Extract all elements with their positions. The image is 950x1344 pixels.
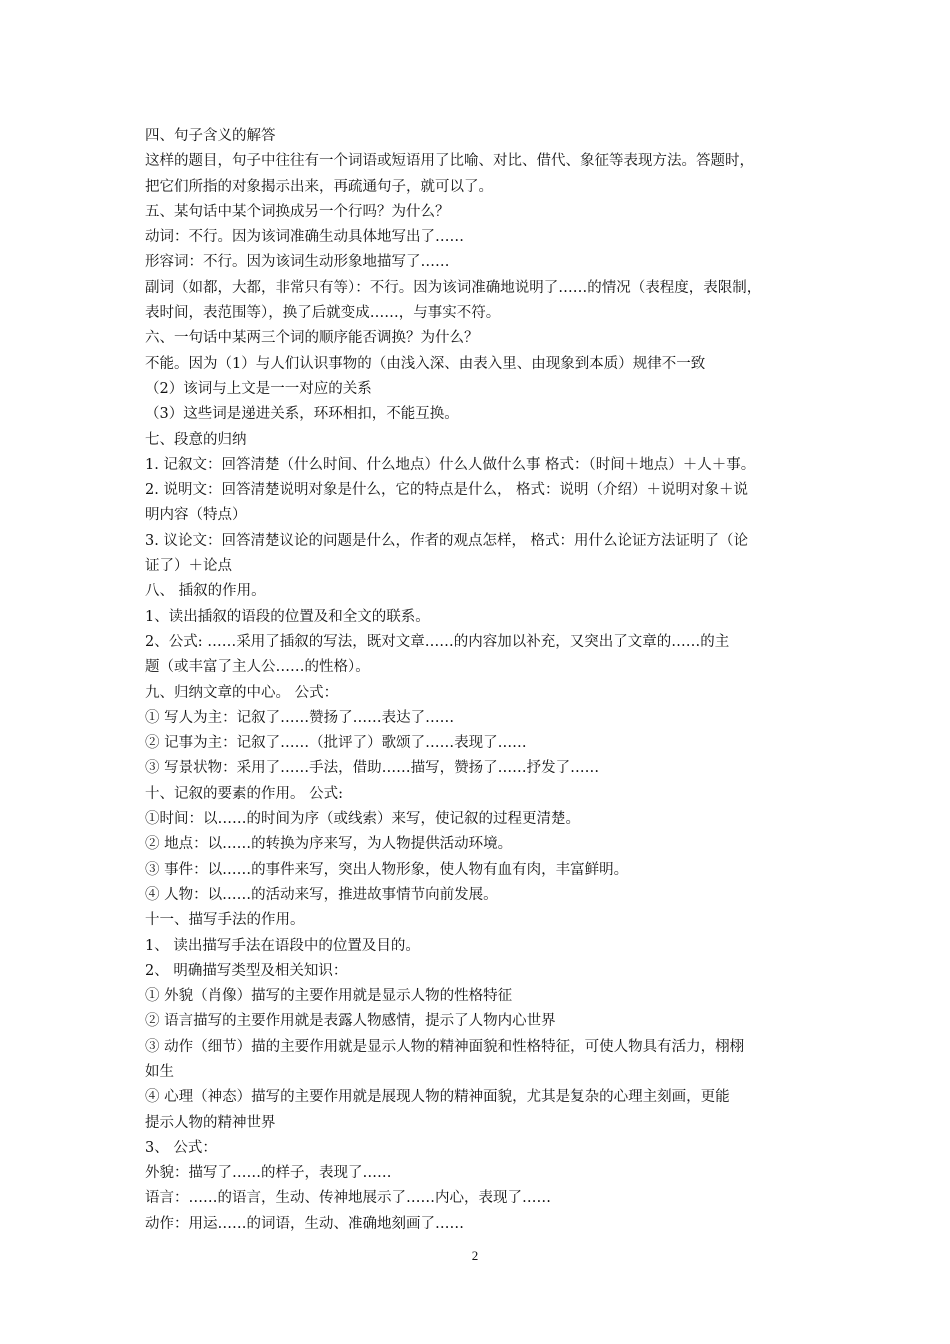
text-line: 六、一句话中某两三个词的顺序能否调换？为什么？ [145, 330, 479, 347]
text-line: 五、某句话中某个词换成另一个行吗？为什么？ [145, 203, 450, 220]
text-line: 明内容（特点） [145, 507, 247, 524]
text-line: ② 语言描写的主要作用就是表露人物感情，提示了人物内心世界 [145, 1013, 556, 1030]
text-line: 七、段意的归纳 [145, 431, 247, 448]
text-line: 1、 读出描写手法在语段中的位置及目的。 [145, 937, 420, 954]
text-line: ③ 事件：以……的事件来写，突出人物形象，使人物有血有肉，丰富鲜明。 [145, 861, 629, 878]
text-line: 语言：……的语言，生动、传神地展示了……内心，表现了…… [145, 1190, 551, 1207]
text-line: 1、读出插叙的语段的位置及和全文的联系。 [145, 608, 430, 625]
text-line: 2. 说明文：回答清楚说明对象是什么，它的特点是什么， 格式：说明（介绍）＋说明对象＋说 [145, 482, 749, 499]
text-line: 1. 记叙文：回答清楚（什么时间、什么地点）什么人做什么事 格式：（时间＋地点）＋人＋事。 [145, 456, 756, 473]
text-line: 如生 [145, 1063, 174, 1080]
text-line: ① 外貌（肖像）描写的主要作用就是显示人物的性格特征 [145, 988, 513, 1005]
text-line: 2、公式: ……采用了插叙的写法，既对文章……的内容加以补充，又突出了文章的……的主 [145, 633, 730, 650]
text-line: 3. 议论文：回答清楚议论的问题是什么，作者的观点怎样， 格式：用什么论证方法证明了（论 [145, 532, 749, 549]
text-line: ② 记事为主：记叙了……（批评了）歌颂了……表现了…… [145, 735, 527, 752]
text-line: ② 地点：以……的转换为序来写，为人物提供活动环境。 [145, 836, 513, 853]
text-line: 动词：不行。因为该词准确生动具体地写出了…… [145, 229, 464, 246]
text-line: 证了）＋论点 [145, 558, 232, 575]
text-line: 表时间，表范围等），换了后就变成……，与事实不符。 [145, 305, 501, 322]
text-line: 这样的题目，句子中往往有一个词语或短语用了比喻、对比、借代、象征等表现方法。答题时， [145, 153, 754, 170]
text-line: 提示人物的精神世界 [145, 1114, 276, 1131]
text-line: ① 写人为主：记叙了……赞扬了……表达了…… [145, 709, 455, 726]
text-line: 十一、描写手法的作用。 [145, 912, 305, 929]
text-line: 形容词：不行。因为该词生动形象地描写了…… [145, 254, 450, 271]
text-line: 十、记叙的要素的作用。 公式: [145, 785, 343, 802]
text-line: 九、归纳文章的中心。 公式： [145, 684, 339, 701]
text-line: ③ 动作（细节）描的主要作用就是显示人物的精神面貌和性格特征，可使人物具有活力，栩栩 [145, 1038, 745, 1055]
page-number: 2 [471, 1248, 479, 1263]
text-line: 不能。因为（1）与人们认识事物的（由浅入深、由表入里、由现象到本质）规律不一致 [145, 355, 706, 372]
text-line: 动作：用运……的词语，生动、准确地刻画了…… [145, 1215, 464, 1232]
text-line: （2）该词与上文是一一对应的关系 [145, 380, 372, 397]
text-line: ④ 心理（神态）描写的主要作用就是展现人物的精神面貌，尤其是复杂的心理主刻画，更能 [145, 1089, 730, 1106]
text-line: ③ 写景状物：采用了……手法，借助……描写，赞扬了……抒发了…… [145, 760, 600, 777]
text-line: 把它们所指的对象揭示出来，再疏通句子，就可以了。 [145, 178, 493, 195]
text-line: 四、句子含义的解答 [145, 128, 276, 144]
text-line: 3、 公式： [145, 1139, 217, 1156]
text-line: 外貌：描写了……的样子，表现了…… [145, 1165, 392, 1182]
text-line: 八、 插叙的作用。 [145, 583, 266, 600]
text-line: 题（或丰富了主人公……的性格）。 [145, 659, 370, 676]
text-line: （3）这些词是递进关系，环环相扣，不能互换。 [145, 406, 459, 423]
text-line: 2、 明确描写类型及相关知识： [145, 962, 348, 979]
text-line: 副词（如都，大都，非常只有等）：不行。因为该词准确地说明了……的情况（表程度，表限制， [145, 279, 762, 296]
document-body [145, 124, 810, 1237]
text-line: ④ 人物：以……的活动来写，推进故事情节向前发展。 [145, 886, 498, 903]
text-line: ①时间：以……的时间为序（或线索）来写，使记叙的过程更清楚。 [145, 811, 580, 828]
